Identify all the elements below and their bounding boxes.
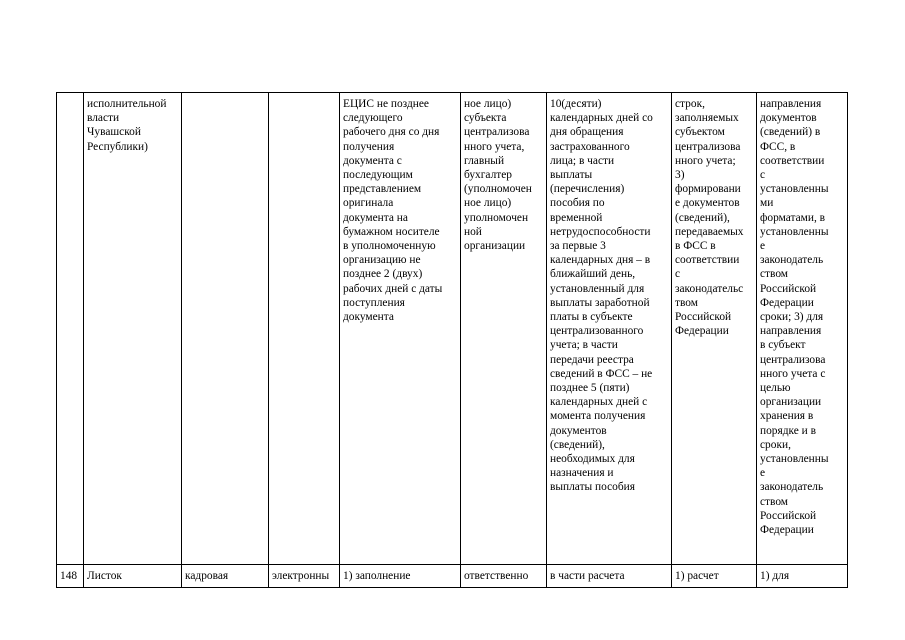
table-cell: 10(десяти) календарных дней со дня обращения застрахованного лица; в части выплаты (перечисления) пособия по временной нетрудоспособности за первые 3 календарных дня – в ближайший день, установленный для выплаты заработной платы в субъекте централизованного учета; в части передачи реестра сведений в ФСС – не позднее 5 (пяти) календарных дней с момента получения документов (сведений), необходимых для назначения и выплаты пособия bbox=[547, 93, 672, 565]
table-row bbox=[57, 565, 848, 588]
table-cell: строк, заполняемых субъектом централизова нного учета; 3) формировани е документов (сведений), передаваемых в ФСС в соответствии с законодательс твом Российской Федерации bbox=[672, 93, 757, 565]
table-cell: 1) для bbox=[757, 565, 848, 588]
table-cell: кадровая bbox=[182, 565, 269, 588]
table-cell: электронны bbox=[269, 565, 340, 588]
table-cell-number bbox=[57, 93, 84, 565]
table-cell: ное лицо) субъекта централизова нного учета, главный бухгалтер (уполномочен ное лицо) уполномочен ной организации bbox=[461, 93, 547, 565]
table-cell: 1) заполнение bbox=[340, 565, 461, 588]
table-row bbox=[57, 93, 848, 565]
table-cell: ЕЦИС не позднее следующего рабочего дня со дня получения документа с последующим представлением оригинала документа на бумажном носителе в уполномоченную организацию не позднее 2 (двух) рабочих дней с даты поступления документа bbox=[340, 93, 461, 565]
table-cell: Листок bbox=[84, 565, 182, 588]
table-cell bbox=[269, 93, 340, 565]
table-cell: в части расчета bbox=[547, 565, 672, 588]
table-cell: 1) расчет bbox=[672, 565, 757, 588]
table-cell: исполнительной власти Чувашской Республики) bbox=[84, 93, 182, 565]
table-cell bbox=[182, 93, 269, 565]
table-cell-number: 148 bbox=[57, 565, 84, 588]
table-cell: направления документов (сведений) в ФСС, в соответствии с установленны ми форматами, в установленны е законодатель ством Российской Федерации сроки; 3) для направления в субъект централизова нного учета с целью организации хранения в порядке и в сроки, установленны е законодатель ством Российской Федерации bbox=[757, 93, 848, 565]
document-table bbox=[56, 92, 848, 588]
table-cell: ответственно bbox=[461, 565, 547, 588]
